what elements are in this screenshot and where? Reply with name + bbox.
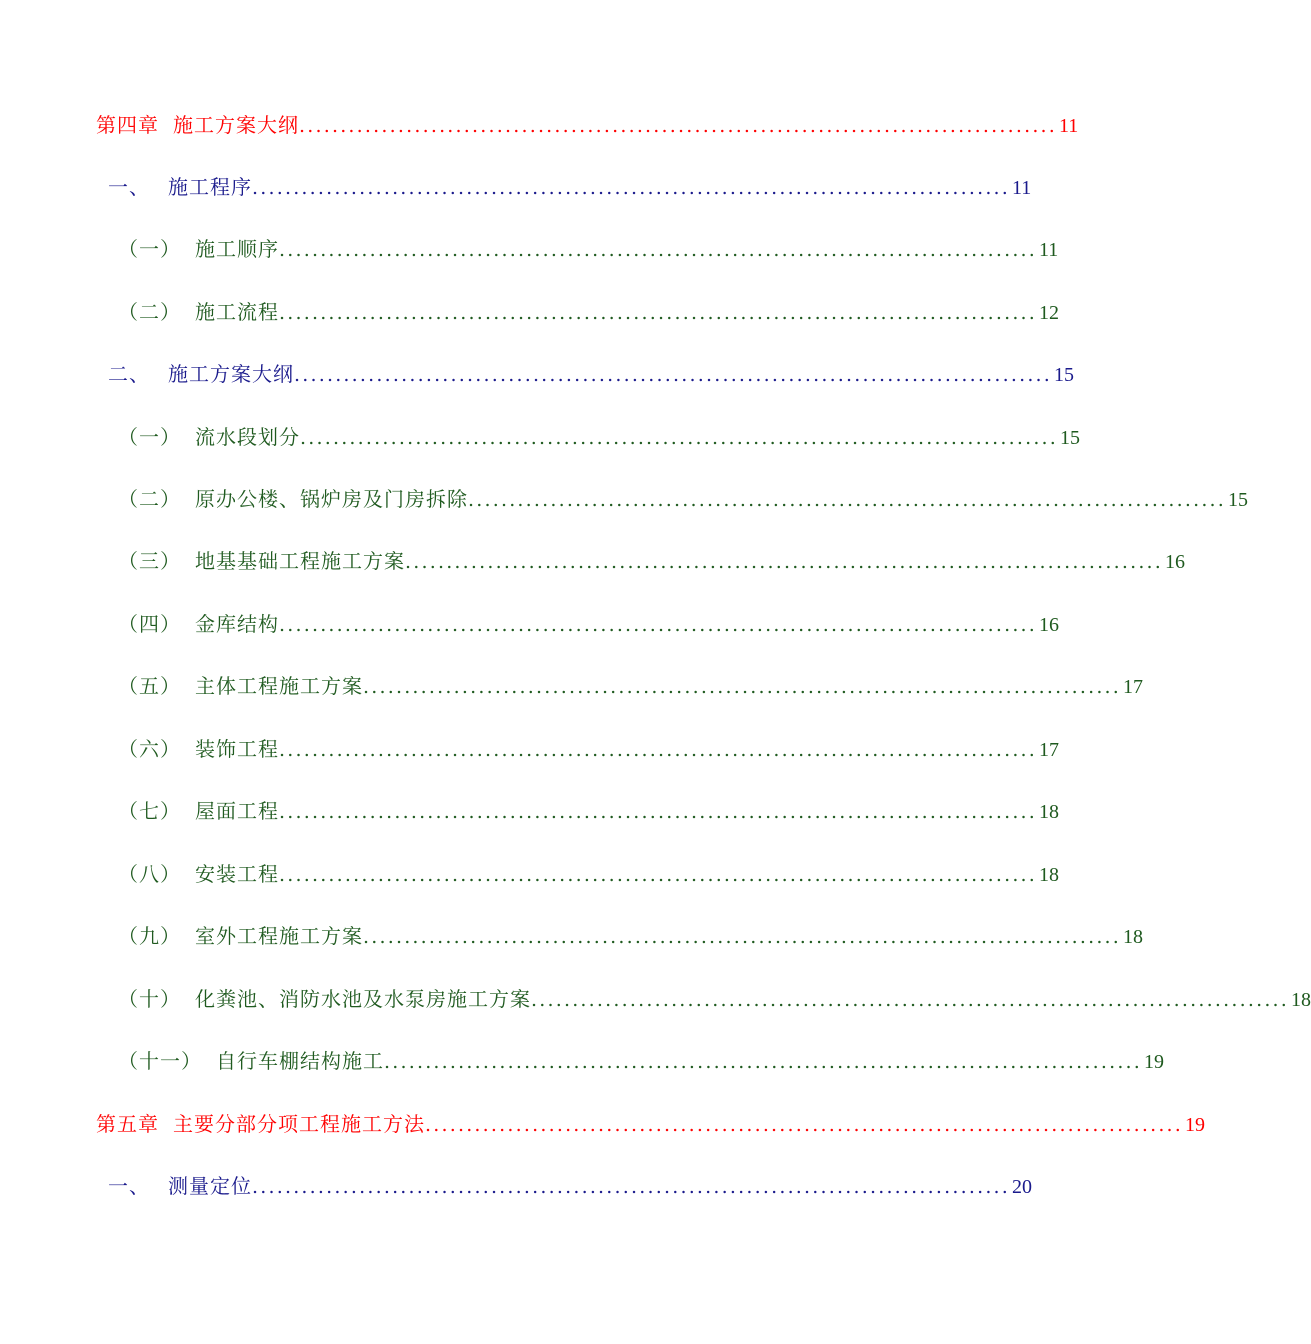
dot-leader: ............................................................................................ [425,1114,1184,1136]
toc-entry[interactable] [118,921,1144,951]
toc-entry-number: （四） [118,612,181,636]
toc-entry[interactable] [118,297,1060,327]
toc-entry-number: （二） [118,487,181,511]
toc-entry-page: 11 [1039,239,1059,261]
toc-entry-page: 19 [1185,1114,1206,1136]
toc-entry-number: 第五章 [96,1112,159,1136]
toc-entry-page: 17 [1123,676,1144,698]
toc-entry-number: （一） [118,425,181,449]
dot-leader: ............................................................................................ [279,801,1038,823]
toc-entry-number: （三） [118,549,181,573]
dot-leader: ............................................................................................ [468,489,1227,511]
toc-entry-title: 施工方案大纲 [173,113,299,137]
toc-entry-number: （五） [118,674,181,698]
toc-entry[interactable] [118,1046,1165,1076]
toc-entry-title: 自行车棚结构施工 [216,1049,384,1073]
toc-entry-title: 化粪池、消防水池及水泵房施工方案 [195,987,531,1011]
toc-entry-title: 施工方案大纲 [168,362,294,386]
toc-entry-number: （六） [118,737,181,761]
toc-entry-number: 一、 [108,1174,150,1198]
toc-entry-number: 二、 [108,362,150,386]
dot-leader: ............................................................................................ [252,177,1011,199]
toc-entry-title: 金库结构 [195,612,279,636]
toc-entry[interactable] [118,734,1060,764]
toc-entry-page: 11 [1059,115,1079,137]
toc-entry-page: 15 [1054,364,1075,386]
toc-entry[interactable] [108,359,1075,389]
toc-entry-number: （十一） [118,1049,202,1073]
toc-entry-title: 屋面工程 [195,799,279,823]
toc-entry-title: 原办公楼、锅炉房及门房拆除 [195,487,468,511]
dot-leader: ............................................................................................ [279,864,1038,886]
toc-entry-page: 17 [1039,739,1060,761]
toc-entry-number: （九） [118,924,181,948]
toc-entry[interactable] [118,984,1311,1014]
dot-leader: ............................................................................................ [299,115,1058,137]
toc-entry[interactable] [108,172,1032,202]
toc-entry[interactable] [108,1171,1033,1201]
toc-entry-title: 流水段划分 [195,425,300,449]
toc-entry-number: 一、 [108,175,150,199]
dot-leader: ............................................................................................ [279,239,1038,261]
toc-entry-page: 18 [1039,801,1060,823]
toc-entry-page: 18 [1291,989,1311,1011]
toc-entry[interactable] [118,796,1060,826]
toc-entry-page: 18 [1039,864,1060,886]
dot-leader: ............................................................................................ [405,551,1164,573]
toc-entry-page: 15 [1228,489,1249,511]
dot-leader: ............................................................................................ [279,302,1038,324]
dot-leader: ............................................................................................ [279,739,1038,761]
toc-entry-page: 11 [1012,177,1032,199]
toc-entry-title: 施工顺序 [195,237,279,261]
toc-entry-number: （一） [118,237,181,261]
toc-entry[interactable] [96,110,1079,140]
toc-entry-number: （二） [118,300,181,324]
toc-entry[interactable] [118,609,1060,639]
dot-leader: ............................................................................................ [300,427,1059,449]
toc-entry[interactable] [118,546,1186,576]
toc-entry-title: 主要分部分项工程施工方法 [173,1112,425,1136]
toc-entry-page: 12 [1039,302,1060,324]
dot-leader: ............................................................................................ [294,364,1053,386]
toc-entry-page: 16 [1165,551,1186,573]
toc-entry-number: 第四章 [96,113,159,137]
dot-leader: ............................................................................................ [363,676,1122,698]
dot-leader: ............................................................................................ [279,614,1038,636]
toc-entry[interactable] [118,484,1249,514]
dot-leader: ............................................................................................ [531,989,1290,1011]
dot-leader: ............................................................................................ [384,1051,1143,1073]
toc-entry-title: 主体工程施工方案 [195,674,363,698]
toc-entry-title: 施工流程 [195,300,279,324]
toc-entry-page: 18 [1123,926,1144,948]
dot-leader: ............................................................................................ [363,926,1122,948]
toc-entry-page: 16 [1039,614,1060,636]
toc-entry-page: 20 [1012,1176,1033,1198]
toc-entry-title: 地基基础工程施工方案 [195,549,405,573]
toc-entry-title: 测量定位 [168,1174,252,1198]
toc-entry-title: 安装工程 [195,862,279,886]
toc-entry-number: （十） [118,987,181,1011]
toc-entry[interactable] [96,1109,1206,1139]
toc-entry[interactable] [118,422,1081,452]
toc-entry-title: 装饰工程 [195,737,279,761]
toc-entry-page: 15 [1060,427,1081,449]
toc-entry[interactable] [118,859,1060,889]
toc-entry-number: （七） [118,799,181,823]
dot-leader: ............................................................................................ [252,1176,1011,1198]
toc-entry-page: 19 [1144,1051,1165,1073]
toc-entry[interactable] [118,234,1059,264]
toc-entry-title: 施工程序 [168,175,252,199]
toc-entry-number: （八） [118,862,181,886]
toc-entry[interactable] [118,671,1144,701]
toc-entry-title: 室外工程施工方案 [195,924,363,948]
